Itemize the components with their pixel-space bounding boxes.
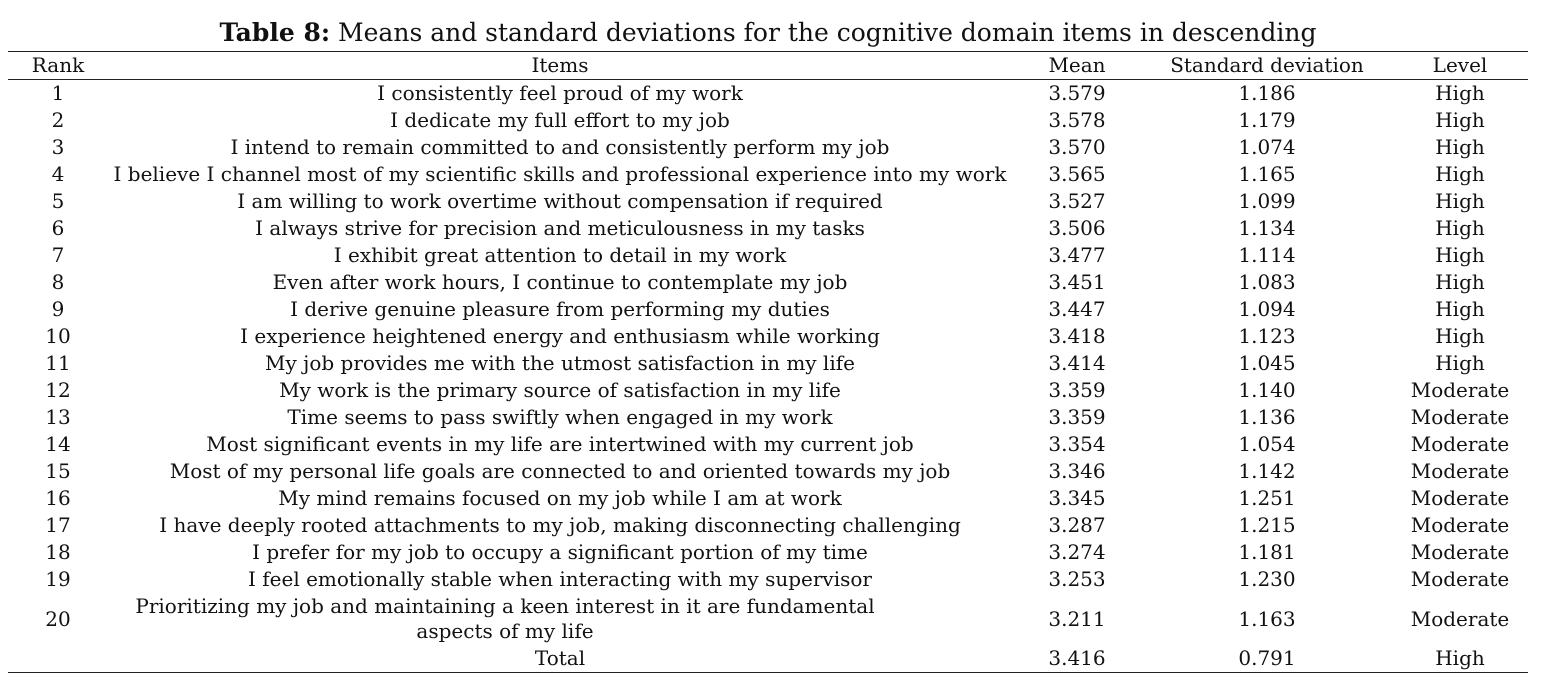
- mean-cell: 3.359: [1048, 405, 1106, 429]
- sd-cell: 1.186: [1238, 81, 1296, 105]
- sd-cell: 1.142: [1238, 459, 1296, 483]
- item-cell: I dedicate my full effort to my job: [390, 108, 730, 132]
- item-cell: Time seems to pass swiftly when engaged in my work: [287, 405, 833, 429]
- level-cell: High: [1435, 243, 1485, 267]
- mean-cell: 3.477: [1048, 243, 1106, 267]
- rank-cell: 7: [51, 243, 65, 267]
- mean-cell: 3.354: [1048, 432, 1106, 456]
- level-cell: High: [1435, 351, 1485, 375]
- mean-cell: 3.345: [1048, 486, 1106, 510]
- table-row: [8, 296, 1528, 323]
- table-row: [8, 188, 1528, 215]
- level-cell: Moderate: [1410, 567, 1510, 591]
- rank-cell: 5: [51, 189, 65, 213]
- mean-cell: 3.527: [1048, 189, 1106, 213]
- header-row: [8, 52, 1528, 80]
- table-row: [8, 161, 1528, 188]
- level-cell: High: [1435, 216, 1485, 240]
- total-rank-cell: [8, 645, 108, 673]
- table-row: [8, 404, 1528, 431]
- rank-cell: 19: [45, 567, 71, 591]
- table-body: [8, 80, 1528, 673]
- rank-cell: 20: [45, 606, 71, 631]
- mean-cell: 3.274: [1048, 540, 1106, 564]
- item-cell: I am willing to work overtime without compensation if required: [237, 189, 883, 213]
- item-cell: Most significant events in my life are intertwined with my current job: [206, 432, 914, 456]
- header-level: Level: [1432, 53, 1488, 77]
- level-cell: High: [1435, 189, 1485, 213]
- table-row: [8, 539, 1528, 566]
- level-cell: Moderate: [1410, 540, 1510, 564]
- rank-cell: 3: [51, 135, 65, 159]
- item-cell: I derive genuine pleasure from performing my duties: [290, 297, 830, 321]
- total-level-cell: High: [1435, 646, 1485, 670]
- rank-cell: 9: [51, 297, 65, 321]
- item-cell: Even after work hours, I continue to contemplate my job: [272, 270, 848, 294]
- header-items: Items: [531, 53, 589, 77]
- header-standard-deviation: Standard deviation: [1170, 53, 1364, 77]
- sd-cell: 1.165: [1238, 162, 1296, 186]
- level-cell: Moderate: [1410, 405, 1510, 429]
- rank-cell: 12: [45, 378, 71, 402]
- item-cell: Most of my personal life goals are connected to and oriented towards my job: [169, 459, 951, 483]
- mean-cell: 3.451: [1048, 270, 1106, 294]
- mean-cell: 3.447: [1048, 297, 1106, 321]
- table-row: [8, 242, 1528, 269]
- item-cell: I exhibit great attention to detail in my work: [333, 243, 787, 267]
- sd-cell: 1.251: [1238, 486, 1296, 510]
- sd-cell: 1.215: [1238, 513, 1296, 537]
- mean-cell: 3.359: [1048, 378, 1106, 402]
- item-cell: My job provides me with the utmost satisfaction in my life: [265, 351, 855, 375]
- level-cell: Moderate: [1410, 432, 1510, 456]
- sd-cell: 1.083: [1238, 270, 1296, 294]
- sd-cell: 1.094: [1238, 297, 1296, 321]
- table-caption-label: Table 8:: [219, 18, 331, 47]
- item-cell: I always strive for precision and meticulousness in my tasks: [255, 216, 865, 240]
- mean-cell: 3.570: [1048, 135, 1106, 159]
- sd-cell: 1.163: [1238, 606, 1296, 631]
- mean-cell: 3.565: [1048, 162, 1106, 186]
- mean-cell: 3.578: [1048, 108, 1106, 132]
- mean-cell: 3.346: [1048, 459, 1106, 483]
- item-cell: I have deeply rooted attachments to my job, making disconnecting challenging: [159, 513, 961, 537]
- rank-cell: 6: [51, 216, 65, 240]
- item-cell: I prefer for my job to occupy a significant portion of my time: [252, 540, 868, 564]
- level-cell: High: [1435, 162, 1485, 186]
- item-cell: I consistently feel proud of my work: [377, 81, 743, 105]
- total-row: [8, 645, 1528, 673]
- level-cell: Moderate: [1410, 486, 1510, 510]
- item-cell: I experience heightened energy and enthusiasm while working: [240, 324, 880, 348]
- rank-cell: 16: [45, 486, 71, 510]
- sd-cell: 1.181: [1238, 540, 1296, 564]
- level-cell: High: [1435, 324, 1485, 348]
- item-cell: My mind remains focused on my job while I am at work: [278, 486, 842, 510]
- rank-cell: 10: [45, 324, 71, 348]
- sd-cell: 1.045: [1238, 351, 1296, 375]
- mean-cell: 3.414: [1048, 351, 1106, 375]
- rank-cell: 1: [51, 81, 65, 105]
- item-cell: I feel emotionally stable when interacting with my supervisor: [248, 567, 872, 591]
- mean-cell: 3.211: [1048, 606, 1106, 631]
- mean-cell: 3.579: [1048, 81, 1106, 105]
- table-row: [8, 485, 1528, 512]
- total-mean-cell: 3.416: [1048, 646, 1106, 670]
- sd-cell: 1.179: [1238, 108, 1296, 132]
- sd-cell: 1.136: [1238, 405, 1296, 429]
- table-row: [8, 377, 1528, 404]
- level-cell: Moderate: [1410, 378, 1510, 402]
- rank-cell: 18: [45, 540, 71, 564]
- sd-cell: 1.114: [1238, 243, 1296, 267]
- rank-cell: 14: [45, 432, 71, 456]
- sd-cell: 1.134: [1238, 216, 1296, 240]
- sd-cell: 1.140: [1238, 378, 1296, 402]
- mean-cell: 3.287: [1048, 513, 1106, 537]
- sd-cell: 1.230: [1238, 567, 1296, 591]
- item-cell: Prioritizing my job and maintaining a keen interest in it are fundamental aspects of my life: [135, 594, 875, 643]
- sd-cell: 1.074: [1238, 135, 1296, 159]
- item-cell: I believe I channel most of my scientific skills and professional experience into my work: [113, 162, 1007, 186]
- means-table: [8, 51, 1528, 673]
- rank-cell: 4: [51, 162, 65, 186]
- header-rank: Rank: [31, 53, 85, 77]
- level-cell: Moderate: [1410, 606, 1510, 631]
- table-row: [8, 593, 1528, 645]
- rank-cell: 8: [51, 270, 65, 294]
- item-cell: I intend to remain committed to and consistently perform my job: [230, 135, 890, 159]
- table-row: [8, 350, 1528, 377]
- sd-cell: 1.099: [1238, 189, 1296, 213]
- level-cell: Moderate: [1410, 459, 1510, 483]
- table-row: [8, 566, 1528, 593]
- table-row: [8, 215, 1528, 242]
- total-sd-cell: 0.791: [1238, 646, 1296, 670]
- table-row: [8, 107, 1528, 134]
- sd-cell: 1.123: [1238, 324, 1296, 348]
- rank-cell: 17: [45, 513, 71, 537]
- mean-cell: 3.418: [1048, 324, 1106, 348]
- level-cell: High: [1435, 81, 1485, 105]
- level-cell: High: [1435, 297, 1485, 321]
- table-caption: [0, 18, 1536, 48]
- rank-cell: 15: [45, 459, 71, 483]
- table-row: [8, 80, 1528, 108]
- table-row: [8, 512, 1528, 539]
- rank-cell: 11: [45, 351, 71, 375]
- rank-cell: 2: [51, 108, 65, 132]
- table-caption-text: Means and standard deviations for the cognitive domain items in descending: [330, 18, 1317, 47]
- rank-cell: 13: [45, 405, 71, 429]
- level-cell: High: [1435, 270, 1485, 294]
- table-row: [8, 431, 1528, 458]
- level-cell: High: [1435, 108, 1485, 132]
- level-cell: Moderate: [1410, 513, 1510, 537]
- table-row: [8, 134, 1528, 161]
- level-cell: High: [1435, 135, 1485, 159]
- header-mean: Mean: [1048, 53, 1106, 77]
- total-label-cell: Total: [534, 646, 586, 670]
- mean-cell: 3.253: [1048, 567, 1106, 591]
- table-row: [8, 269, 1528, 296]
- sd-cell: 1.054: [1238, 432, 1296, 456]
- mean-cell: 3.506: [1048, 216, 1106, 240]
- item-cell: My work is the primary source of satisfaction in my life: [279, 378, 841, 402]
- table-row: [8, 458, 1528, 485]
- table-row: [8, 323, 1528, 350]
